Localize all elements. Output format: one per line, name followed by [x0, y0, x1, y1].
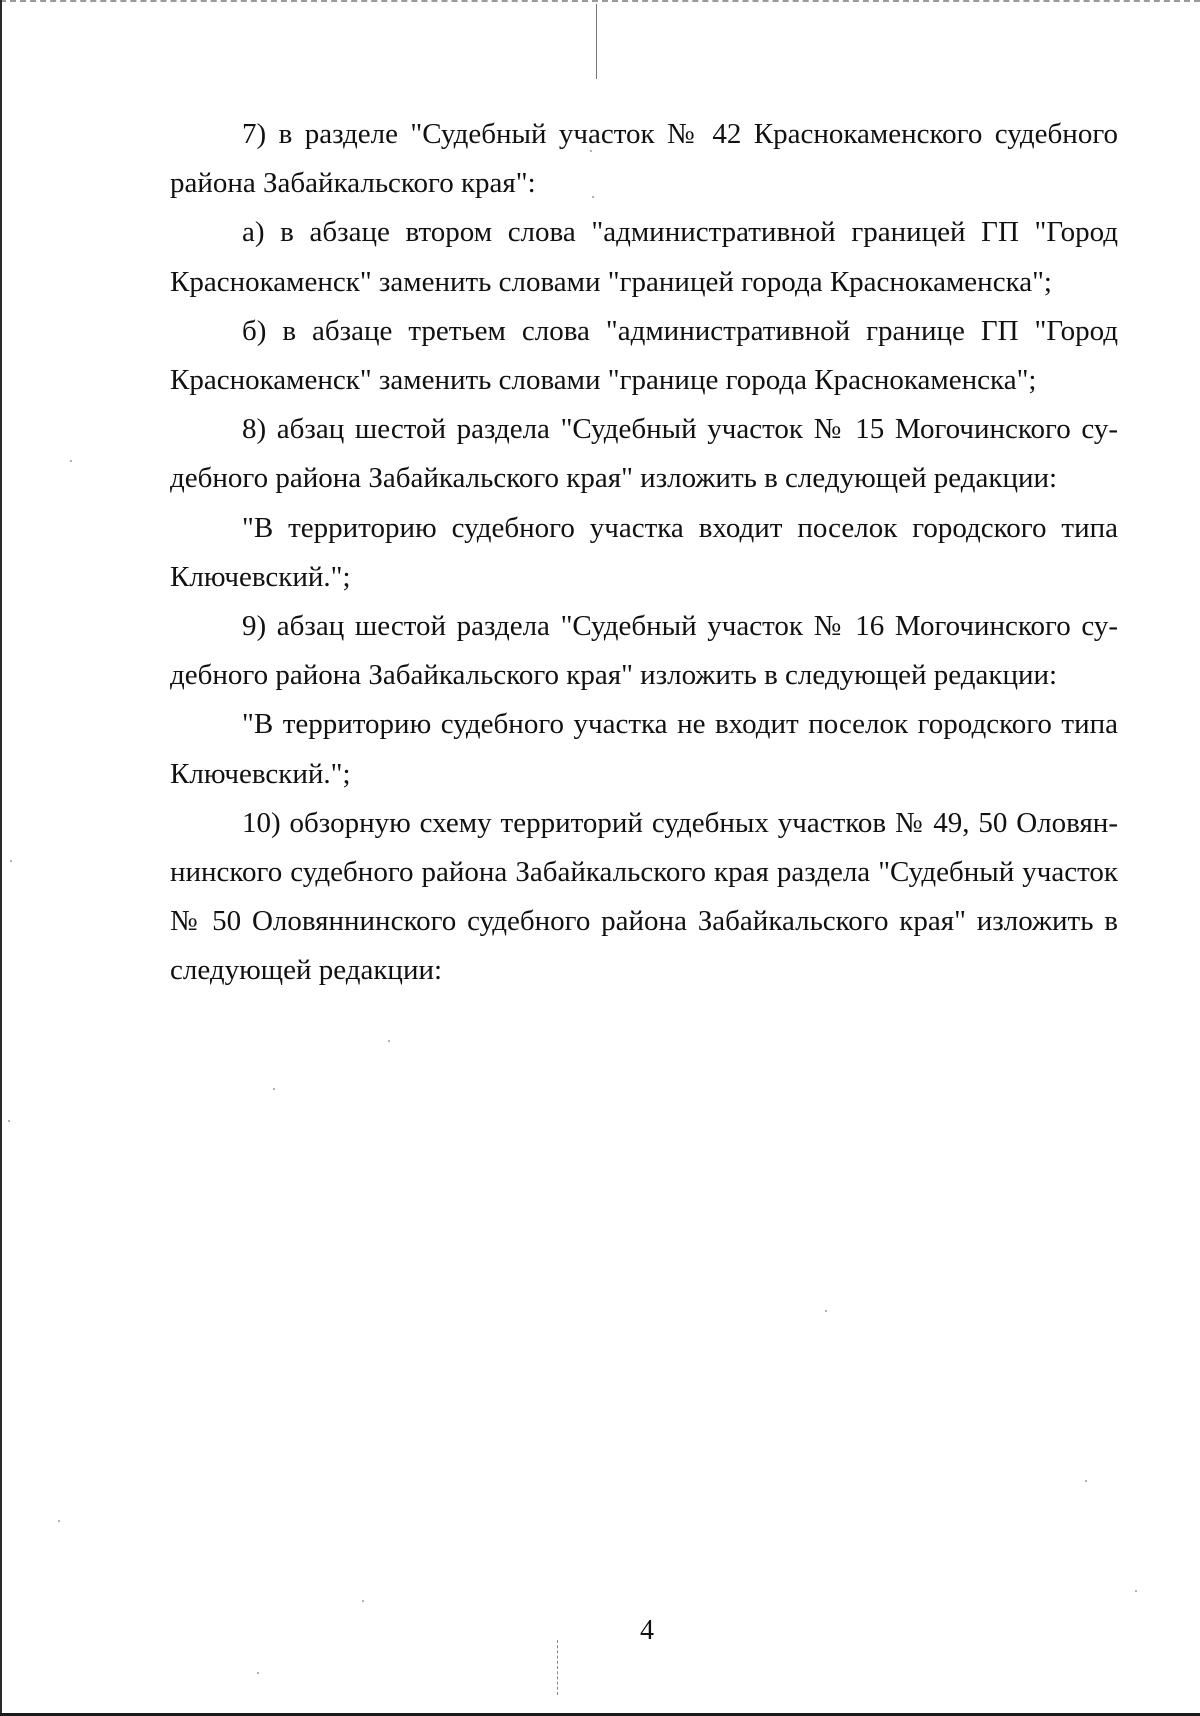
paragraph-subitem-b: б) в абзаце третьем слова "административной границе ГП "Город Краснокаменск" заменить словами "границе города Краснокаменска"; [170, 314, 1118, 397]
paragraph-item-9: 9) абзац шестой раздела "Судебный участок № 16 Могочинского судебного района Забайкальского края" изложить в следующей редакции: [170, 610, 1118, 692]
scan-left-edge [0, 0, 2, 1716]
paragraph-item-8: 8) абзац шестой раздела "Судебный участок № 15 Могочинского судебного района Забайкальского края" изложить в следующей редакции: [170, 413, 1118, 495]
scan-fold-line-top [596, 4, 597, 79]
page-number: 4 [640, 1615, 654, 1646]
scan-fold-line-bottom [557, 1640, 558, 1695]
document-body [170, 110, 1118, 996]
paragraph-quote-8: "В территорию судебного участка входит поселок городского типа Ключевский."; [170, 511, 1118, 593]
paragraph-subitem-a: а) в абзаце втором слова "административной границей ГП "Город Краснокаменск" заменить словами "границей города Краснокаменска"; [170, 216, 1118, 298]
scan-top-edge [0, 0, 1200, 2]
paragraph-quote-9: "В территорию судебного участка не входит поселок городского типа Ключевский."; [170, 708, 1118, 790]
paragraph-item-10: 10) обзорную схему территорий судебных участков № 49, 50 Оловяннинского судебного района Забайкальского края раздела "Судебный участок № 50 Оловяннинского судебного района Забайкальского края" изложить в следующей редакции: [170, 806, 1118, 987]
paragraph-item-7: 7) в разделе "Судебный участок № 42 Краснокаменского судебного района Забайкальского края": [170, 118, 1118, 200]
